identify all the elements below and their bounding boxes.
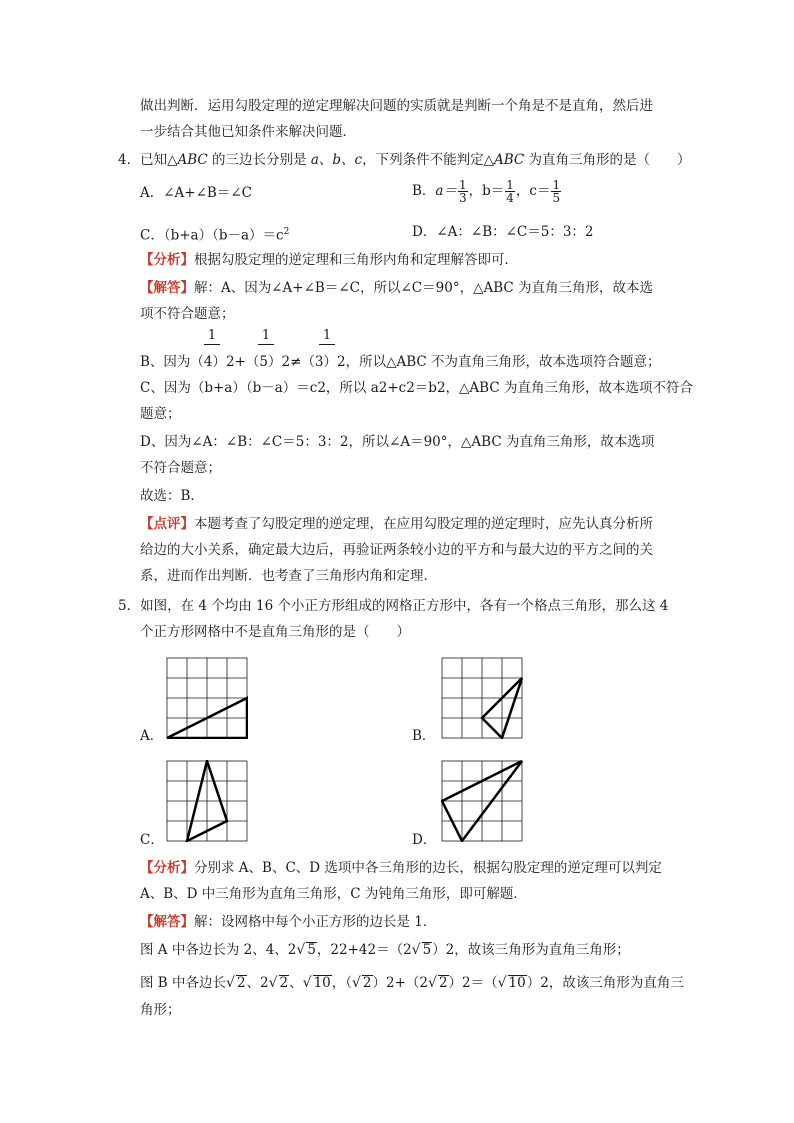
- figure-a-grid: [166, 657, 248, 739]
- q4-answer-a1: 【解答】解：A、因为∠A+∠B＝∠C，所以∠C＝90°，△ABC 为直角三角形，故本选: [140, 280, 653, 296]
- figure-d-grid: [441, 760, 523, 842]
- q5-analysis-2: A、B、D 中三角形为直角三角形，C 为钝角三角形，即可解题．: [140, 886, 527, 902]
- q4-comment-3: 系，进而作出判断．也考查了三角形内角和定理．: [140, 568, 437, 584]
- q5-answer-1: 【解答】解：设网格中每个小正方形的边长是 1．: [140, 914, 437, 930]
- q4-analysis: 【分析】根据勾股定理的逆定理和三角形内角和定理解答即可．: [140, 252, 518, 268]
- figure-c-grid: [166, 760, 248, 842]
- q4-answer-d1: D、因为∠A：∠B：∠C＝5：3：2，所以∠A＝90°，△ABC 为直角三角形，故本选项: [140, 434, 655, 450]
- q4-answer-c2: 题意；: [140, 406, 181, 422]
- q5-analysis-1: 【分析】分别求 A、B、C、D 选项中各三角形的边长，根据勾股定理的逆定理可以判定: [140, 860, 662, 876]
- q4-answer-c1: C、因为（b+a）（b－a）＝c2，所以 a2+c2＝b2，△ABC 为直角三角形，故本选项不符合: [140, 380, 693, 396]
- q5-stem-1: 5．如图，在 4 个均由 16 个小正方形组成的网格正方形中，各有一个格点三角形，那么这 4: [118, 598, 669, 614]
- q4-option-b: B．a＝ $\frac{1}{3}$ ，b＝ $\frac{1}{4}$ ，c＝ $\frac{1}{5}$: [412, 178, 561, 205]
- intro-line-2: 一步结合其他已知条件来解决问题．: [140, 124, 356, 140]
- fraction-top-1-5: 1: [258, 328, 274, 346]
- q4-option-a: A．∠A+∠B＝∠C: [140, 185, 252, 201]
- q4-answer-a2: 项不符合题意；: [140, 306, 235, 322]
- q4-answer-b: B、因为（4）2+（5）2≠（3）2，所以△ABC 不为直角三角形，故本选项符合题意；: [140, 354, 661, 370]
- fraction-1-5: $\frac{1}{5}$: [552, 178, 561, 205]
- q4-choice: 故选：B．: [140, 488, 204, 504]
- q5-answer-fig-a: 图 A 中各边长为 2、4、2√ 5，22+42＝（2√ 5）2，故该三角形为直角三角形；: [140, 942, 630, 958]
- fraction-1-4: $\frac{1}{4}$: [506, 178, 514, 205]
- fraction-top-1-4: 1: [204, 328, 220, 346]
- q5-answer-fig-b-tail: 角形；: [140, 1002, 181, 1018]
- q4-stem: 4．已知△ABC 的三边长分别是 a、b、c，下列条件不能判定△ABC 为直角三角形的是（ ）: [118, 152, 691, 168]
- q4-option-c: C．$(b+a)(b-a)=c^2$: [140, 227, 290, 244]
- figure-b-label: B．: [412, 728, 436, 744]
- q4-comment-1: 【点评】本题考查了勾股定理的逆定理，在应用勾股定理的逆定理时，应先认真分析所: [140, 516, 653, 532]
- figure-c-label: C．: [140, 832, 164, 848]
- intro-line-1: 做出判断．运用勾股定理的逆定理解决问题的实质就是判断一个角是不是直角，然后进: [140, 98, 653, 114]
- figure-b-grid: [441, 657, 523, 739]
- fraction-1-3: $\frac{1}{3}$: [458, 178, 467, 205]
- q4-comment-2: 给边的大小关系，确定最大边后，再验证两条较小边的平方和与最大边的平方之间的关: [140, 542, 653, 558]
- q5-stem-2: 个正方形网格中不是直角三角形的是（ ）: [140, 624, 410, 640]
- figure-d-label: D．: [412, 832, 437, 848]
- fraction-top-1-3: 1: [319, 328, 335, 346]
- figure-a-label: A．: [140, 728, 164, 744]
- q4-option-d: D．∠A：∠B：∠C＝5：3：2: [412, 224, 594, 240]
- q5-answer-fig-b: 图 B 中各边长√ 2、2√ 2、√ 10，（√ 2）2+（2√ 2）2＝（√ 10）2，故该三角形为直角三: [140, 975, 684, 991]
- q4-answer-d2: 不符合题意；: [140, 460, 221, 476]
